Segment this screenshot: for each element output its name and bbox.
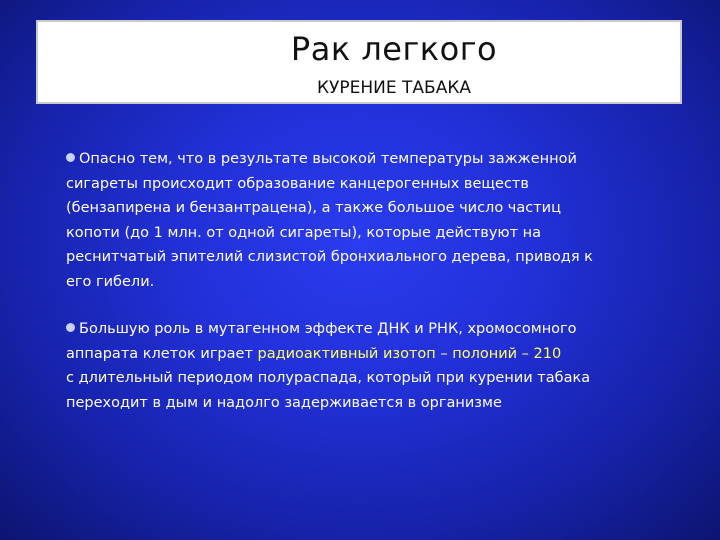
bullet-paragraph-1 (66, 147, 656, 294)
bullet-2-line-2-pre: аппарата клеток играет (66, 345, 258, 362)
bullet-dot-icon (66, 153, 75, 162)
slide-title: Рак легкого (290, 30, 498, 68)
bullet-1-line-2: сигареты происходит образование канцерогенных веществ (66, 175, 529, 192)
bullet-1-line-5: реснитчатый эпителий слизистой бронхиального дерева, приводя к (66, 249, 593, 265)
bullet-2-line-3: с длительный периодом полураспада, который при курении табака (66, 370, 591, 386)
bullet-1-line-1: Опасно тем, что в результате высокой температуры зажженной (79, 151, 577, 167)
title-box (36, 20, 682, 104)
slide-content (66, 147, 656, 415)
bullet-dot-icon (66, 323, 75, 332)
bullet-paragraph-2 (66, 317, 656, 415)
bullet-2-line-1: Большую роль в мутагенном эффекте ДНК и РНК, хромосомного (79, 321, 577, 337)
bullet-1-line-4: копоти (до 1 млн. от одной сигареты), которые действуют на (66, 224, 542, 241)
bullet-2-highlight: радиоактивный изотоп – полоний – 210 (257, 345, 562, 362)
bullet-1-line-6: его гибели. (66, 273, 155, 290)
bullet-1-line-3: (бензапирена и бензантрацена), а также большое число частиц (66, 200, 561, 216)
slide-subtitle: КУРЕНИЕ ТАБАКА (316, 78, 472, 98)
bullet-2-line-4: переходит в дым и надолго задерживается в организме (66, 394, 502, 411)
